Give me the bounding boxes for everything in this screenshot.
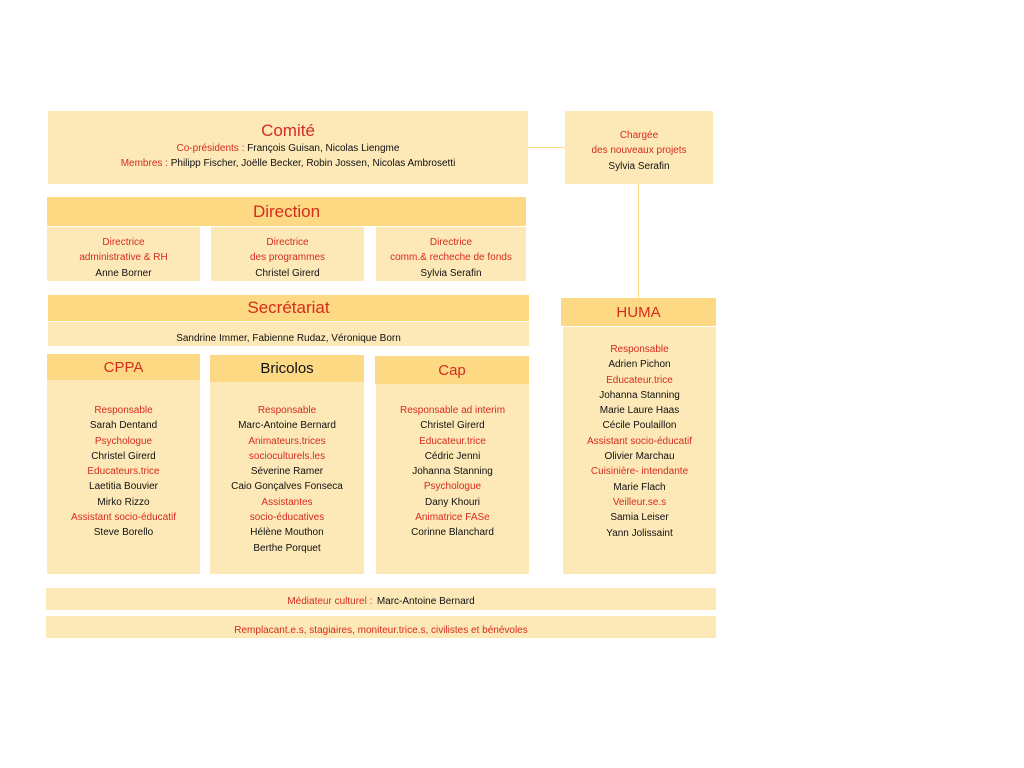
role-label: Animateurs.trices	[248, 435, 326, 447]
role-label: Animatrice FASe	[415, 512, 490, 524]
staff-name: Marie Laure Haas	[599, 405, 680, 417]
staff-name: Olivier Marchau	[604, 451, 675, 463]
role-label: Cuisinière- intendante	[590, 466, 689, 478]
staff-name: Christel Girerd	[91, 450, 156, 462]
mediateur-box	[46, 588, 716, 610]
cap-list	[376, 403, 529, 541]
direction-admin-role2: administrative & RH	[79, 252, 168, 264]
secretariat-body	[48, 322, 529, 346]
copresidents-label: Co-présidents :	[176, 143, 245, 154]
role-label: Psychologue	[423, 481, 482, 493]
role-label: Educateur.trice	[419, 435, 486, 447]
direction-admin-name: Anne Borner	[95, 267, 152, 279]
direction-cell-admin	[47, 227, 200, 281]
huma-body	[563, 327, 716, 574]
mediateur-name: Marc-Antoine Bernard	[376, 596, 475, 607]
membres-names: Philipp Fischer, Joëlle Becker, Robin Jossen, Nicolas Ambrosetti	[170, 158, 456, 169]
chargee-box	[565, 111, 713, 184]
direction-programmes-role2: des programmes	[249, 252, 326, 264]
direction-programmes-name: Christel Girerd	[255, 267, 320, 279]
staff-name: Corinne Blanchard	[411, 527, 494, 539]
chargee-role-line1: Chargée	[619, 130, 659, 141]
direction-comm-name: Sylvia Serafin	[420, 267, 482, 279]
comite-copresidents	[48, 141, 528, 156]
staff-name: Cédric Jenni	[424, 450, 481, 462]
direction-cell-comm	[376, 227, 526, 281]
connector-chargee-huma	[638, 184, 639, 299]
staff-name: Cécile Poulaillon	[602, 420, 677, 432]
staff-name: Samia Leiser	[610, 512, 669, 524]
role-label: Responsable	[94, 405, 153, 416]
staff-name: Marc-Antoine Bernard	[238, 420, 336, 432]
staff-name: Berthe Porquet	[253, 542, 321, 554]
comite-title: Comité	[261, 121, 315, 140]
role-label: Veilleur.se.s	[612, 496, 667, 508]
comite-membres	[48, 156, 528, 171]
role-label: Psychologue	[94, 435, 153, 447]
remplacants-box	[46, 616, 716, 638]
bricolos-header	[210, 355, 364, 382]
staff-name: Yann Jolissaint	[606, 527, 673, 539]
staff-name: Sarah Dentand	[89, 420, 158, 432]
connector-comite-chargee	[528, 147, 566, 148]
staff-name: Hélène Mouthon	[250, 527, 324, 539]
chargee-role-line2: des nouveaux projets	[591, 145, 687, 157]
secretariat-header	[48, 295, 529, 321]
copresidents-names: François Guisan, Nicolas Liengme	[247, 143, 400, 154]
role-label: Responsable	[610, 344, 669, 355]
staff-name: Adrien Pichon	[608, 359, 671, 371]
direction-title: Direction	[252, 201, 321, 221]
membres-label: Membres :	[120, 158, 168, 169]
staff-name: Johanna Stanning	[412, 466, 493, 478]
huma-title: HUMA	[616, 303, 661, 321]
bricolos-body	[210, 382, 364, 574]
staff-name: Steve Borello	[93, 527, 154, 539]
role-label: Educateurs.trice	[87, 466, 160, 478]
direction-cell-programmes	[211, 227, 364, 281]
huma-header	[561, 298, 716, 326]
remplacants-text: Remplacant.e.s, stagiaires, moniteur.trice.s, civilistes et bénévoles	[234, 625, 528, 636]
staff-name: Johanna Stanning	[599, 389, 680, 401]
bricolos-title: Bricolos	[260, 360, 314, 377]
direction-comm-role1: Directrice	[429, 237, 473, 248]
direction-comm-role2: comm.& recheche de fonds	[390, 252, 512, 264]
cppa-title: CPPA	[103, 358, 144, 376]
comite-box	[48, 111, 528, 184]
role-label: socioculturels.les	[248, 450, 326, 462]
secretariat-title: Secrétariat	[247, 298, 330, 317]
staff-name: Dany Khouri	[424, 496, 481, 508]
role-label: Responsable ad interim	[399, 405, 506, 416]
huma-list	[563, 342, 716, 541]
bricolos-list	[210, 403, 364, 556]
role-label: Assistant socio-éducatif	[586, 435, 693, 447]
direction-header	[47, 197, 526, 226]
role-label: Assistant socio-éducatif	[70, 512, 177, 524]
secretariat-names: Sandrine Immer, Fabienne Rudaz, Véronique Born	[176, 333, 401, 344]
cppa-header	[47, 354, 200, 380]
cap-body	[376, 384, 529, 574]
cppa-body	[47, 380, 200, 574]
staff-name: Marie Flach	[613, 481, 666, 493]
role-label: Assistantes	[261, 496, 313, 508]
role-label: socio-éducatives	[249, 512, 325, 524]
mediateur-label: Médiateur culturel :	[287, 596, 373, 607]
direction-admin-role1: Directrice	[102, 237, 145, 248]
direction-programmes-role1: Directrice	[266, 237, 309, 248]
staff-name: Séverine Ramer	[250, 466, 324, 478]
staff-name: Mirko Rizzo	[97, 496, 150, 508]
staff-name: Christel Girerd	[420, 420, 485, 432]
role-label: Educateur.trice	[606, 374, 673, 386]
cap-title: Cap	[438, 361, 466, 379]
role-label: Responsable	[257, 405, 317, 416]
cppa-list	[47, 403, 200, 541]
cap-header	[375, 356, 529, 384]
chargee-name: Sylvia Serafin	[608, 160, 670, 172]
staff-name: Caio Gonçalves Fonseca	[231, 481, 343, 493]
staff-name: Laetitia Bouvier	[89, 481, 158, 493]
